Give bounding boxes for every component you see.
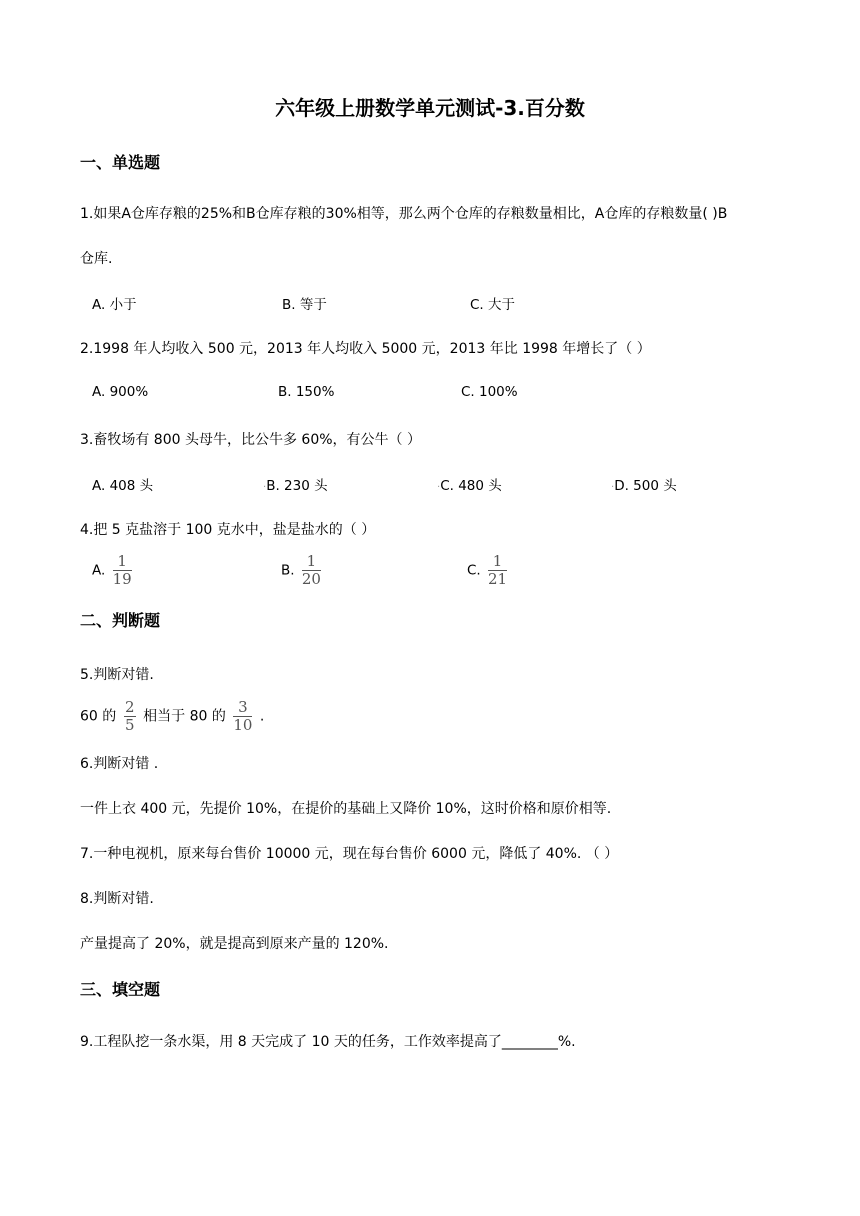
q3-option-a[interactable]: A. 408 头 [92,478,154,494]
fraction-numerator: 1 [117,552,127,570]
q1-option-a[interactable]: A. 小于 [92,297,137,313]
q5-text-mid: 相当于 80 的 [143,708,226,725]
question-8: 8.判断对错. [80,891,154,907]
fraction [113,554,132,587]
q4-option-c-label: C. [467,562,481,579]
question-6: 6.判断对错 . [80,756,159,772]
fraction-denominator: 5 [124,716,135,734]
q3-option-d[interactable] [611,474,677,494]
section-heading-single-choice: 一、单选题 [80,153,161,172]
bullet-dot-icon: · [263,482,267,493]
bullet-dot-icon: · [437,482,441,493]
q3-option-c[interactable] [437,474,502,494]
q5-text-post: . [259,708,265,725]
fraction-numerator: 1 [492,552,503,570]
fraction-numerator: 1 [306,552,317,570]
q4-option-c[interactable] [467,554,510,587]
question-1-line-1: 1.如果A仓库存粮的25%和B仓库存粮的30%相等，那么两个仓库的存粮数量相比，A仓库的存粮数量( )B [80,206,728,222]
fraction [233,700,252,733]
fraction [302,554,321,587]
fraction-numerator: 3 [238,698,248,716]
question-2: 2.1998 年人均收入 500 元，2013 年人均收入 5000 元，2013 年比 1998 年增长了（ ） [80,341,651,357]
q2-option-b[interactable]: B. 150% [278,384,335,400]
section-heading-fill-blank: 三、填空题 [80,980,161,999]
q5-text-pre: 60 的 [80,708,117,725]
fraction-denominator: 21 [488,570,508,588]
question-5: 5.判断对错. [80,667,154,683]
fraction-denominator: 10 [233,716,253,734]
q3-option-b[interactable] [263,474,328,494]
question-8-body: 产量提高了 20%，就是提高到原来产量的 120%. [80,936,389,952]
bullet-dot-icon: · [611,482,615,493]
fraction-denominator: 20 [301,570,321,588]
fraction-numerator: 2 [124,698,135,716]
q4-option-a-label: A. [92,562,106,579]
q1-option-b[interactable]: B. 等于 [282,297,327,313]
fraction [488,554,507,587]
q4-option-b-label: B. [281,562,295,579]
document-title: 六年级上册数学单元测试-3.百分数 [275,96,585,120]
q2-option-c[interactable]: C. 100% [461,384,518,400]
fraction [124,700,136,733]
question-5-body [80,700,264,733]
q4-option-b[interactable] [281,554,324,587]
section-heading-true-false: 二、判断题 [80,611,161,630]
q4-option-a[interactable] [92,554,135,587]
question-6-body: 一件上衣 400 元，先提价 10%，在提价的基础上又降价 10%，这时价格和原价相等. [80,801,612,817]
question-3: 3.畜牧场有 800 头母牛，比公牛多 60%，有公牛（ ） [80,432,421,448]
question-7: 7.一种电视机，原来每台售价 10000 元，现在每台售价 6000 元，降低了 40%. （ ） [80,846,619,862]
q3-option-d-label: D. 500 头 [614,478,677,494]
q3-option-b-label: B. 230 头 [266,478,328,494]
question-9: 9.工程队挖一条水渠，用 8 天完成了 10 天的任务，工作效率提高了________%. [80,1034,576,1050]
fraction-denominator: 19 [112,570,132,588]
q2-option-a[interactable]: A. 900% [92,384,149,400]
question-1-line-2: 仓库. [80,251,113,267]
q3-option-c-label: C. 480 头 [440,478,502,494]
question-4: 4.把 5 克盐溶于 100 克水中，盐是盐水的（ ） [80,522,376,538]
q1-option-c[interactable]: C. 大于 [470,297,516,313]
